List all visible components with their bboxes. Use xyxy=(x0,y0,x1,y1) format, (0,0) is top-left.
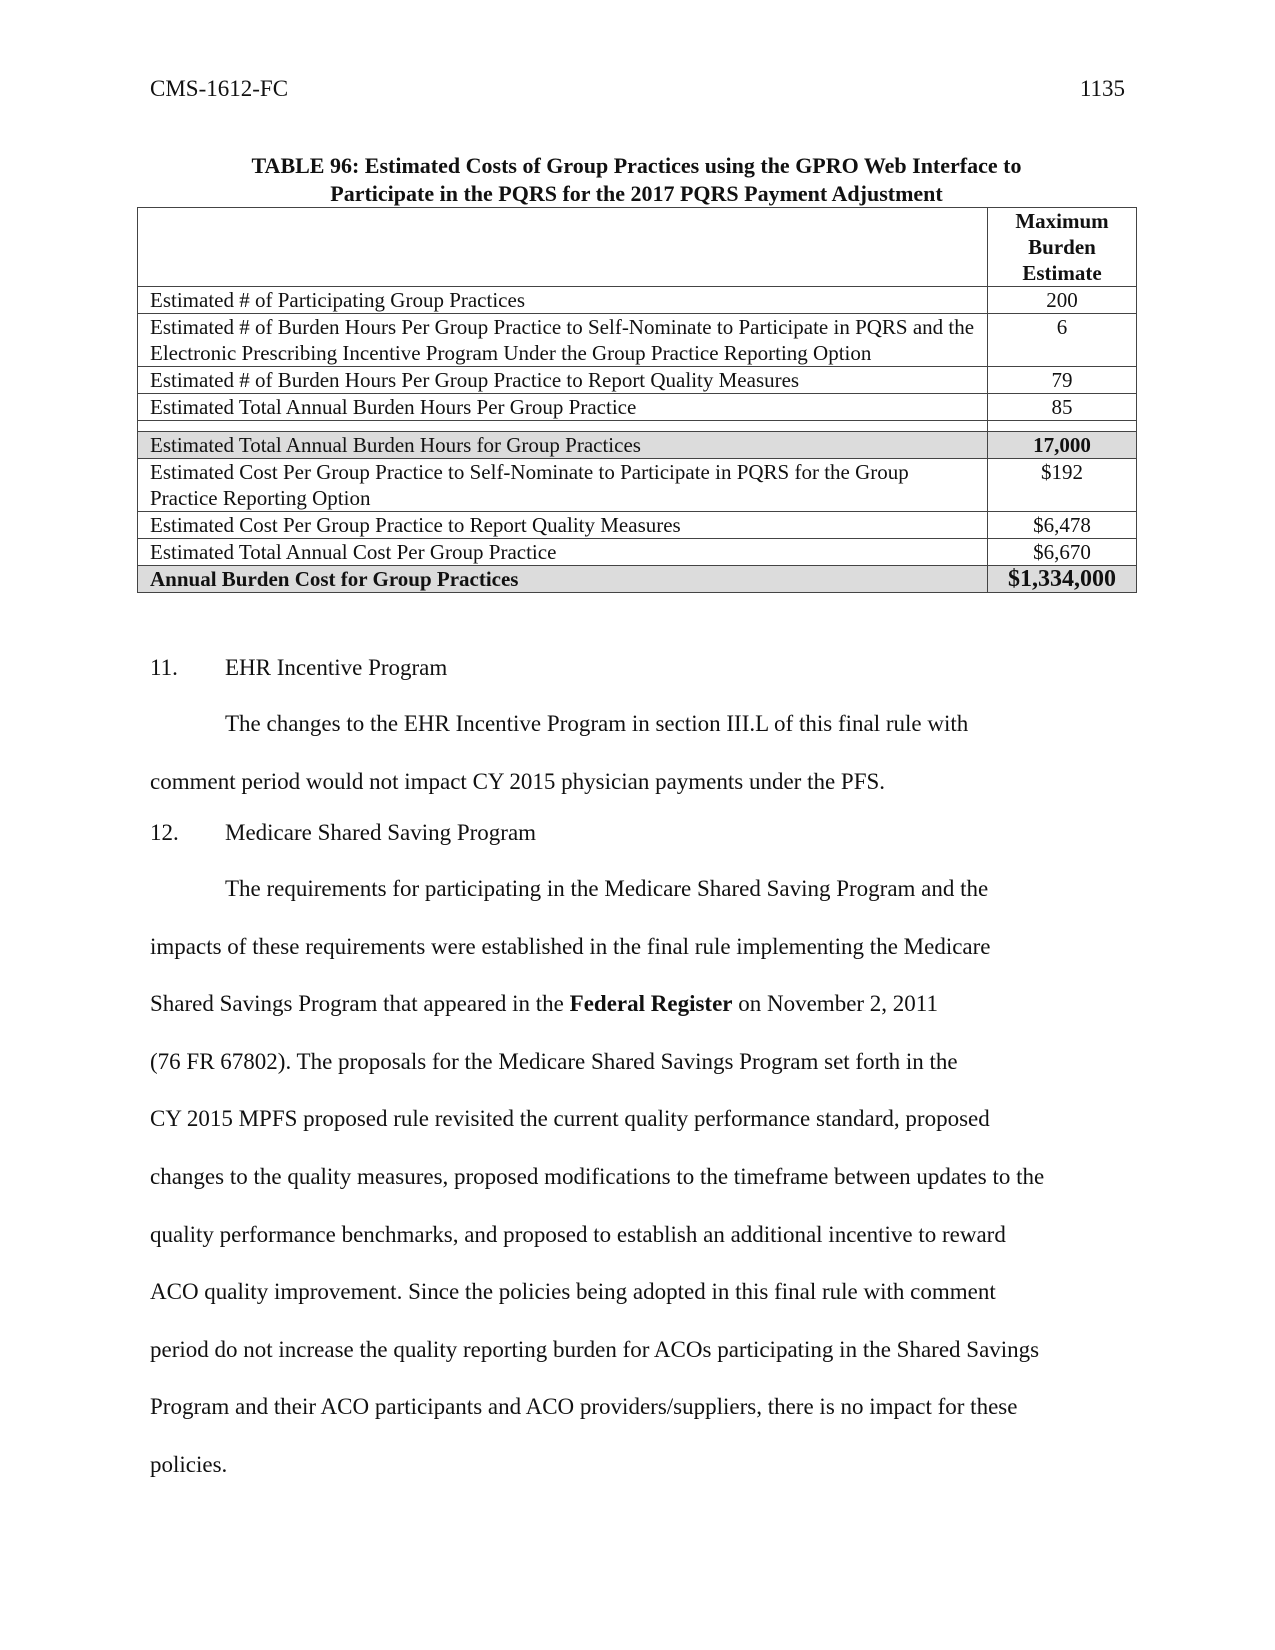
row-value: 79 xyxy=(988,367,1137,394)
section-title: EHR Incentive Program xyxy=(225,655,448,680)
paragraph-line: quality performance benchmarks, and proposed to establish an additional incentive to reward xyxy=(150,1221,1006,1247)
paragraph-line: policies. xyxy=(150,1451,228,1477)
row-label: Estimated Cost Per Group Practice to Self-Nominate to Participate in PQRS for the Group Practice Reporting Option xyxy=(138,459,988,512)
spacer-cell xyxy=(138,421,988,432)
table-title-line-2: Participate in the PQRS for the 2017 PQRS Payment Adjustment xyxy=(330,181,943,206)
table-row xyxy=(138,512,1137,539)
paragraph-line: The changes to the EHR Incentive Program in section III.L of this final rule with xyxy=(225,711,969,736)
federal-register-title: Federal Register xyxy=(569,991,733,1017)
table-row xyxy=(138,367,1137,394)
document-id: CMS-1612-FC xyxy=(150,76,289,101)
column-header-line: Estimate xyxy=(1022,261,1102,285)
table-spacer-row xyxy=(138,421,1137,432)
column-header-line: Maximum xyxy=(1015,209,1109,233)
column-header xyxy=(988,208,1137,287)
row-value: 85 xyxy=(988,394,1137,421)
row-value: 17,000 xyxy=(988,432,1137,459)
row-label: Estimated Cost Per Group Practice to Report Quality Measures xyxy=(138,512,988,539)
paragraph-line xyxy=(150,975,1135,1033)
paragraph-line: CY 2015 MPFS proposed rule revisited the current quality performance standard, proposed xyxy=(150,1106,990,1132)
section-title: Medicare Shared Saving Program xyxy=(225,820,537,845)
table-row xyxy=(138,394,1137,421)
row-value: $1,334,000 xyxy=(988,566,1137,593)
table-row-annual-burden-cost xyxy=(138,566,1137,593)
row-value: $6,478 xyxy=(988,512,1137,539)
paragraph-line: impacts of these requirements were established in the final rule implementing the Medicare xyxy=(150,933,991,959)
spacer-cell xyxy=(988,421,1137,432)
page-number: 1135 xyxy=(1079,76,1125,101)
paragraph-text: on November 2, 2011 xyxy=(732,991,938,1017)
paragraph-line: The requirements for participating in the Medicare Shared Saving Program and the xyxy=(225,876,989,901)
row-value: $6,670 xyxy=(988,539,1137,566)
row-label: Estimated # of Burden Hours Per Group Practice to Report Quality Measures xyxy=(138,367,988,394)
table-title xyxy=(137,152,1136,208)
row-value: 6 xyxy=(988,314,1137,367)
burden-table xyxy=(137,207,1137,593)
section-number: 11. xyxy=(150,655,178,680)
column-header-line: Burden xyxy=(1028,235,1096,259)
row-label: Estimated Total Annual Cost Per Group Practice xyxy=(138,539,988,566)
paragraph-line: ACO quality improvement. Since the policies being adopted in this final rule with comment xyxy=(150,1279,996,1305)
row-label: Estimated Total Annual Burden Hours for Group Practices xyxy=(138,432,988,459)
table-header-row xyxy=(138,208,1137,287)
row-value: 200 xyxy=(988,287,1137,314)
section-heading-12 xyxy=(150,820,536,846)
table-row-total-hours xyxy=(138,432,1137,459)
paragraph-line: Program and their ACO participants and ACO providers/suppliers, there is no impact for these xyxy=(150,1394,1018,1420)
paragraph-line: comment period would not impact CY 2015 physician payments under the PFS. xyxy=(150,768,886,794)
section-12-paragraph xyxy=(150,860,1135,1494)
row-label: Estimated # of Participating Group Practices xyxy=(138,287,988,314)
table-row xyxy=(138,314,1137,367)
table-row xyxy=(138,287,1137,314)
row-label: Estimated Total Annual Burden Hours Per Group Practice xyxy=(138,394,988,421)
table-row xyxy=(138,459,1137,512)
table-title-line-1: TABLE 96: Estimated Costs of Group Practices using the GPRO Web Interface to xyxy=(251,153,1022,178)
section-11-paragraph xyxy=(150,695,1135,810)
row-label: Annual Burden Cost for Group Practices xyxy=(138,566,988,593)
paragraph-line: period do not increase the quality reporting burden for ACOs participating in the Shared Savings xyxy=(150,1336,1040,1362)
paragraph-line: (76 FR 67802). The proposals for the Medicare Shared Savings Program set forth in the xyxy=(150,1048,958,1074)
table-row xyxy=(138,539,1137,566)
paragraph-text: Shared Savings Program that appeared in the xyxy=(150,991,570,1017)
paragraph-line: changes to the quality measures, proposed modifications to the timeframe between updates to the xyxy=(150,1163,1045,1189)
row-value: $192 xyxy=(988,459,1137,512)
section-number: 12. xyxy=(150,820,179,845)
section-heading-11 xyxy=(150,655,447,681)
table-header-blank-cell xyxy=(138,208,988,287)
row-label: Estimated # of Burden Hours Per Group Practice to Self-Nominate to Participate in PQRS and the Electronic Prescribing Incentive Program Under the Group Practice Reporting Option xyxy=(138,314,988,367)
